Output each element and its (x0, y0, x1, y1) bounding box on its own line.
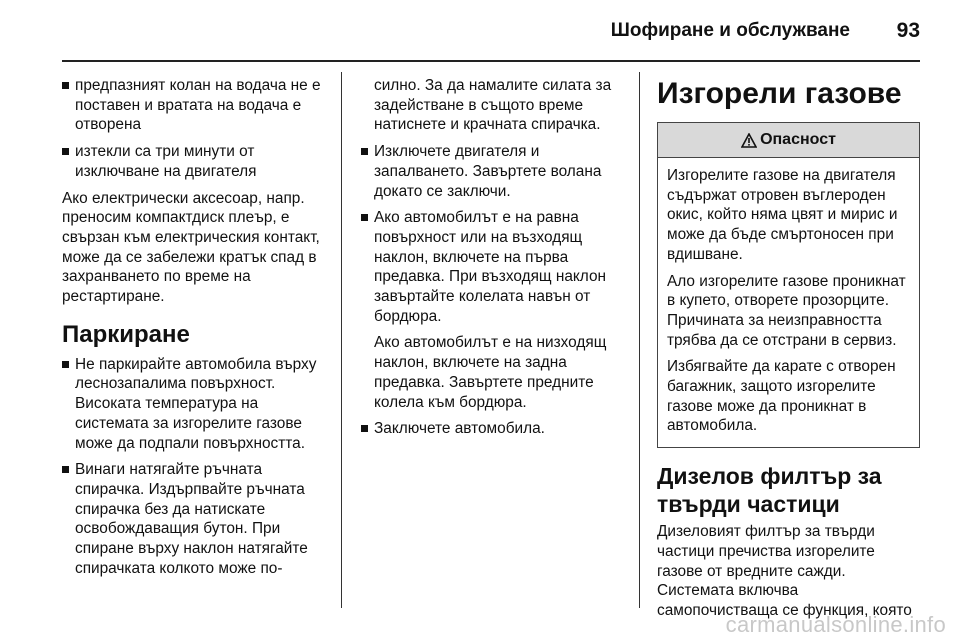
warning-header (658, 123, 919, 158)
header-rule (62, 60, 920, 62)
paragraph: силно. За да намалите силата за задействане в същото време натиснете и крачната спирачка. (374, 77, 612, 134)
square-bullet-icon (361, 214, 368, 221)
list-item: изтекли са три минути от изключване на двигателя (62, 142, 330, 181)
page-header (0, 0, 960, 64)
list-item: Заключете автомобила. (361, 419, 631, 439)
column-divider (639, 72, 640, 608)
column-middle (361, 76, 631, 446)
section-heading: Паркиране (62, 320, 190, 348)
list-item: Изключете двигателя и запалването. Завъртете волана докато се заключи. (361, 142, 631, 201)
list-item: предпазният колан на водача не е поставен и вратата на водача е отворена (62, 76, 330, 135)
page-number: 93 (896, 19, 920, 42)
square-bullet-icon (62, 361, 69, 368)
section-heading: Дизелов филтър за твърди частици (657, 463, 882, 518)
warning-paragraph: Избягвайте да карате с отворен багажник, защото изгорелите газове може да проникнат в автомобила. (667, 358, 896, 435)
square-bullet-icon (62, 82, 69, 89)
section-title: Шофиране и обслужване (610, 20, 850, 41)
warning-body (658, 158, 919, 447)
warning-triangle-icon (741, 133, 757, 148)
list-item: Винаги натягайте ръчната спирачка. Издърпвайте ръчната спирачка без да натискате освобождаващия бутон. При спиране върху наклон натягайте спирачката колкото може по- (62, 460, 330, 578)
square-bullet-icon (62, 466, 69, 473)
paragraph: Дизеловият филтър за твърди частици пречиства изгорелите газове от вредните сажди. Системата включва самопочистваща се функция, която (657, 523, 912, 619)
square-bullet-icon (361, 425, 368, 432)
watermark: carmanualsonline.info (725, 612, 946, 637)
paragraph: Ако автомобилът е на низходящ наклон, включете на задна предавка. Завъртете предните колела към бордюра. (374, 334, 607, 411)
square-bullet-icon (62, 148, 69, 155)
warning-title: Опасност (760, 131, 836, 149)
warning-box (657, 122, 920, 448)
section-heading: Изгорели газове (657, 77, 902, 110)
warning-paragraph: Изгорелите газове на двигателя съдържат отровен въглероден окис, който няма цвят и мирис и може да бъде смъртоносен при вдишване. (667, 167, 898, 263)
list-item: Не паркирайте автомобила върху леснозапалима повърхност. Високата температура на системата за изгорелите газове може да подпали повърхността. (62, 355, 330, 454)
paragraph: Ако електрически аксесоар, напр. преносим компактдиск плеър, е свързан към електрическия контакт, може да се забележи кратък спад в захранването по време на рестартиране. (62, 189, 320, 306)
warning-paragraph: Ало изгорелите газове проникнат в купето, отворете прозорците. Причината за неизправността трябва да се отстрани в сервиз. (667, 272, 906, 349)
square-bullet-icon (361, 148, 368, 155)
column-divider (341, 72, 342, 608)
column-left (62, 76, 330, 585)
column-right (657, 76, 920, 628)
list-item: Ако автомобилът е на равна повърхност или на възходящ наклон, включете на първа предавка. При възходящ наклон завъртайте колелата навън от бордюра. (361, 208, 631, 326)
